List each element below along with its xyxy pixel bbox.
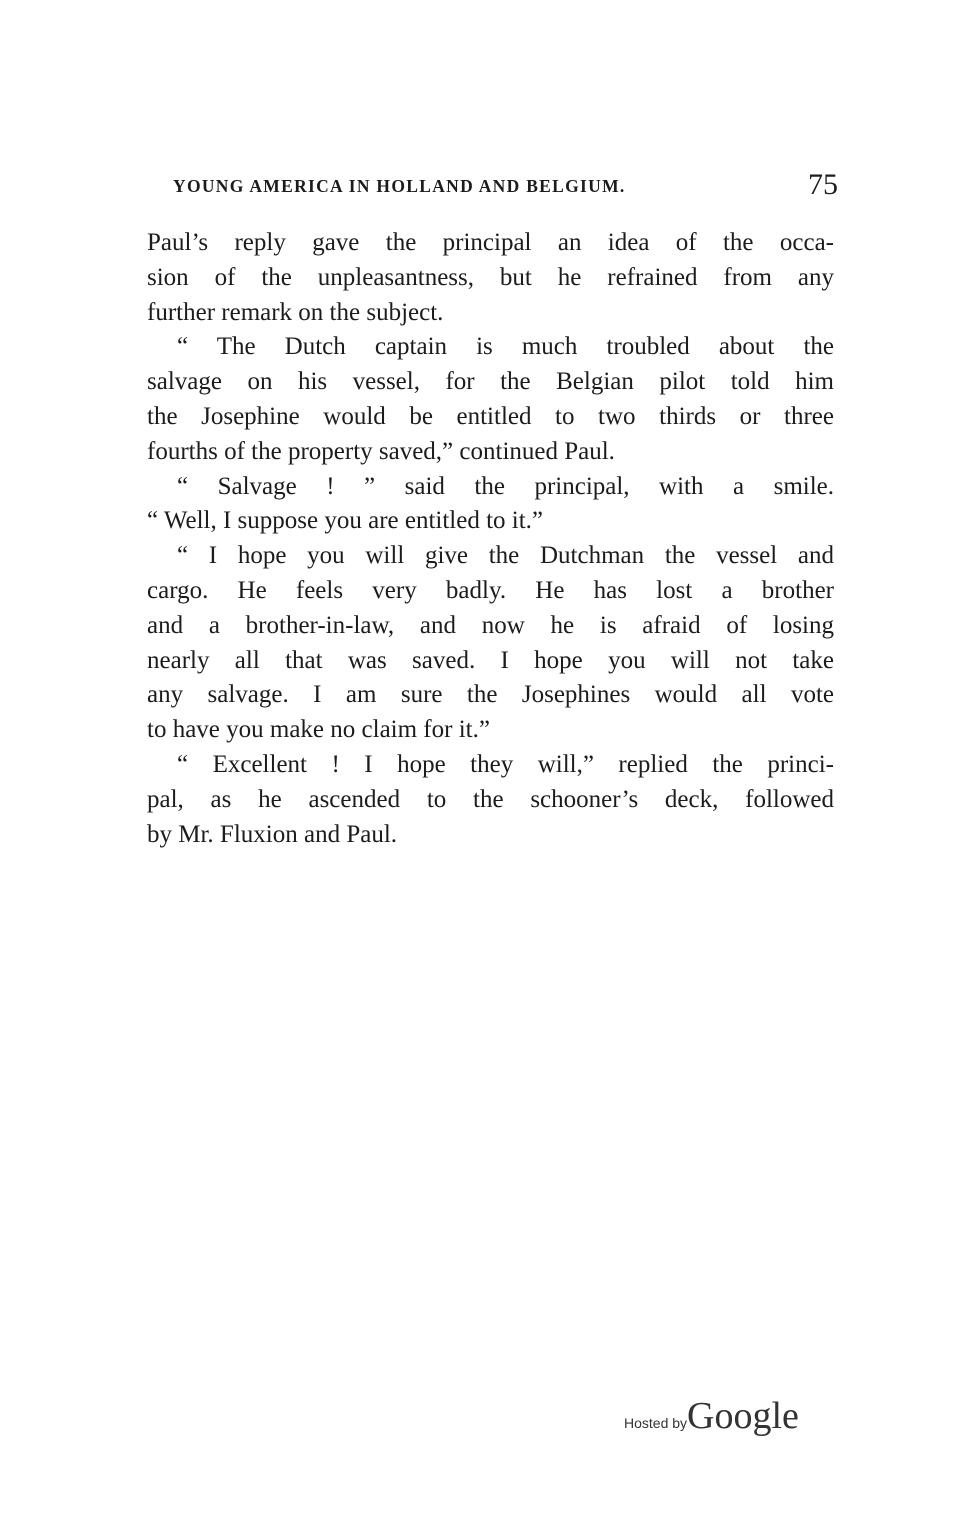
text-line: any salvage. I am sure the Josephines would all vote [147,681,834,709]
body-text [147,226,834,852]
text-line: cargo. He feels very badly. He has lost a brother [147,576,834,604]
text-line: and a brother-in-law, and now he is afraid of losing [147,611,834,639]
text-line: pal, as he ascended to the schooner’s deck, followed [147,785,834,813]
hosted-by-google-watermark [624,1394,799,1444]
text-line: by Mr. Fluxion and Paul. [147,820,398,848]
text-line: “ Salvage ! ” said the principal, with a smile. [177,472,834,500]
text-line: salvage on his vessel, for the Belgian pilot told him [147,368,834,396]
text-line: nearly all that was saved. I hope you will not take [147,646,834,674]
watermark-prefix: Hosted by [624,1415,688,1431]
text-line: the Josephine would be entitled to two thirds or three [147,402,834,430]
text-line: to have you make no claim for it.” [147,716,490,744]
running-head [173,168,838,208]
text-line: sion of the unpleasantness, but he refrained from any [147,263,834,291]
text-line: “ The Dutch captain is much troubled about the [177,333,834,361]
google-logo: Google [687,1395,799,1437]
text-line: fourths of the property saved,” continued Paul. [147,437,615,465]
text-line: “ Excellent ! I hope they will,” replied the princi- [177,750,834,778]
text-line: “ I hope you will give the Dutchman the vessel and [177,542,834,570]
text-line: Paul’s reply gave the principal an idea of the occa- [147,229,834,256]
text-line: further remark on the subject. [147,298,444,326]
page-number: 75 [808,168,838,201]
text-line: “ Well, I suppose you are entitled to it.” [147,507,544,535]
running-title: YOUNG AMERICA IN HOLLAND AND BELGIUM. [173,176,626,196]
